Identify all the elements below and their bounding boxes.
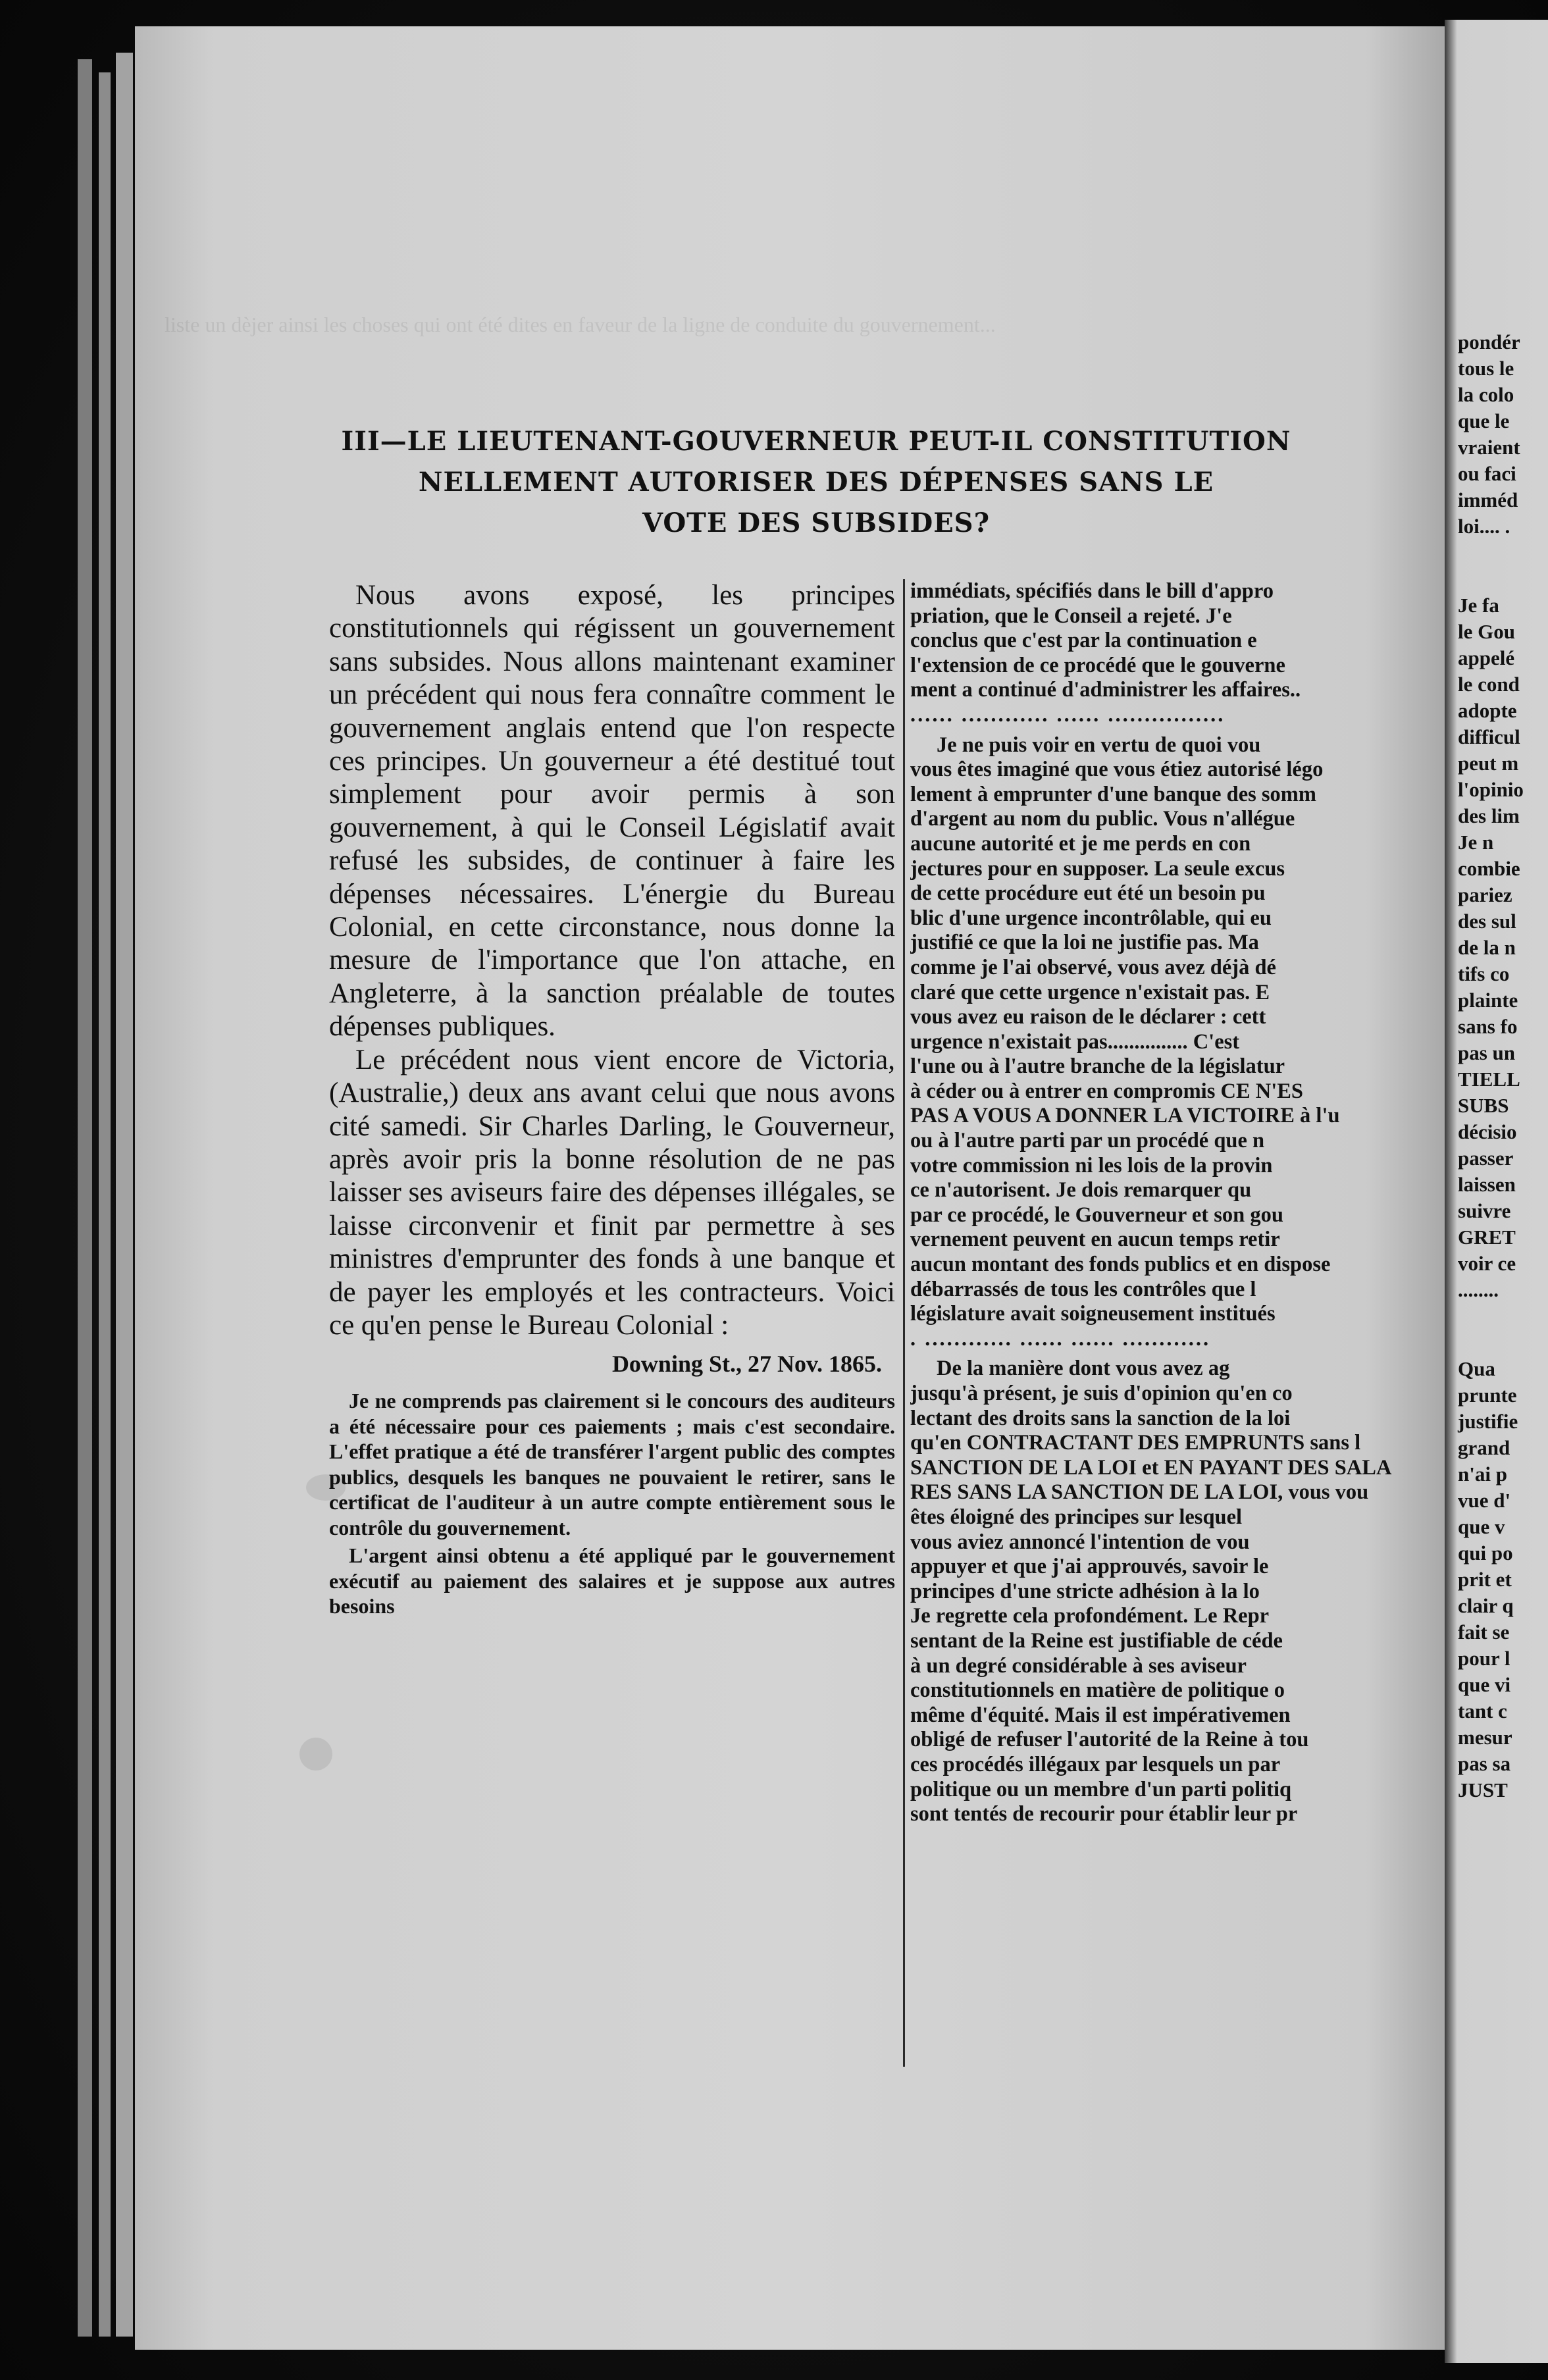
column-line: même d'équité. Mais il est impérativemen — [910, 1703, 1291, 1727]
fragment-line: passer — [1458, 1147, 1514, 1170]
column-line: comme je l'ai observé, vous avez déjà dé — [910, 955, 1276, 979]
fragment-line: vue d' — [1458, 1489, 1511, 1512]
fragment-line: la colo — [1458, 383, 1514, 406]
fragment-line: peut m — [1458, 752, 1519, 775]
column-line: ces procédés illégaux par lesquels un par — [910, 1752, 1281, 1776]
column-line: ...... ............ ...... ................ — [910, 702, 1226, 727]
column-line: à céder ou à entrer en compromis CE N'ES — [910, 1079, 1303, 1103]
column-line: appuyer et que j'ai approuvés, savoir le — [910, 1555, 1269, 1579]
fragment-line: des lim — [1458, 804, 1520, 827]
fragment-line: imméd — [1458, 488, 1518, 511]
column-line: Je ne puis voir en vertu de quoi vou — [937, 733, 1261, 757]
fragment-line: pas un — [1458, 1041, 1516, 1064]
fragment-line: SUBS — [1458, 1094, 1509, 1117]
fragment-line: mesur — [1458, 1726, 1512, 1749]
ink-smudge — [299, 1738, 332, 1771]
fragment-line — [1458, 1303, 1524, 1330]
fragment-line: pariez — [1458, 883, 1512, 906]
fragment-line: loi.... . — [1458, 515, 1510, 538]
bleed-through-text: liste un dèjer ainsi les choses qui ont été dites en faveur de la ligne de conduite du gouvernement... — [165, 313, 996, 336]
fragment-line: grand — [1458, 1436, 1510, 1459]
body-paragraph: Le précédent nous vient encore de Victoria, (Australie,) deux ans avant celui que nous avons cité samedi. Sir Charles Darling, le Gouverneur, après avoir pris la bonne résolution de ne pas laisser ses aviseurs faire des dépenses illégales, se laisse circonvenir et finit par permettre à ses ministres d'emprunter des fonds à une banque et de payer les employés et les contracteurs. Voici ce qu'en pense le Bureau Colonial : — [329, 1044, 895, 1341]
fragment-line: sans fo — [1458, 1015, 1518, 1038]
fragment-line: JUST — [1458, 1778, 1508, 1801]
column-divider — [903, 579, 905, 2067]
fragment-line — [1458, 566, 1524, 592]
column-line: aucune autorité et je me perds en con — [910, 831, 1251, 856]
fragment-line: difficul — [1458, 725, 1520, 748]
body-paragraph: Nous avons exposé, les principes constitutionnels qui régissent un gouvernement sans subsides. Nous allons maintenant examiner un précédent qui nous fera connaître comment le gouvernement anglais entend que l'on respecte ces principes. Un gouverneur a été destitué tout simplement pour avoir permis à son gouvernement, à qui le Conseil Législatif avait refusé les subsides, de continuer à faire les dépenses nécessaires. L'énergie du Bureau Colonial, en cette circonstance, nous donne la mesure de l'importance que l'on attache, en Angleterre, à la sanction préalable de toutes dépenses publiques. — [329, 580, 895, 1043]
column-line: . ............ ...... ...... ............ — [910, 1326, 1211, 1351]
fragment-line: justifie — [1458, 1410, 1518, 1433]
column-line: d'argent au nom du public. Vous n'allégue — [910, 807, 1295, 831]
column-line: urgence n'existait pas............... C'est — [910, 1029, 1240, 1054]
fragment-line: pour l — [1458, 1647, 1510, 1670]
article-heading — [188, 421, 1445, 544]
fragment-line: des sul — [1458, 910, 1516, 933]
column-line: conclus que c'est par la continuation e — [910, 629, 1257, 653]
column-line: sont tentés de recourir pour établir leur pr — [910, 1802, 1298, 1826]
fragment-line: voir ce — [1458, 1252, 1516, 1275]
fragment-line: pas sa — [1458, 1752, 1511, 1775]
column-line: PAS A VOUS A DONNER LA VICTOIRE à l'u — [910, 1104, 1340, 1128]
fragment-line: TIELL — [1458, 1068, 1520, 1091]
column-line: SANCTION DE LA LOI et EN PAYANT DES SALA — [910, 1455, 1392, 1480]
heading-line: III—LE LIEUTENANT-GOUVERNEUR PEUT-IL CONSTITUTION — [341, 426, 1291, 457]
column-line: débarrassés de tous les contrôles que l — [910, 1277, 1256, 1301]
column-line: vous avez eu raison de le déclarer : cett — [910, 1005, 1266, 1029]
column-line: claré que cette urgence n'existait pas. E — [910, 980, 1270, 1004]
page-edge — [116, 53, 133, 2337]
letter-dateline: Downing St., 27 Nov. 1865. — [611, 1351, 882, 1378]
column-line: ment a continué d'administrer les affaires.. — [910, 678, 1301, 702]
fragment-line: tifs co — [1458, 962, 1510, 985]
fragment-line: pondér — [1458, 330, 1520, 353]
page-edge — [78, 59, 92, 2337]
fragment-line: Je fa — [1458, 594, 1499, 617]
quoted-paragraph: L'argent ainsi obtenu a été appliqué par le gouvernement exécutif au paiement des salaires et je suppose aux autres besoins — [329, 1543, 895, 1618]
column-line: principes d'une stricte adhésion à la lo — [910, 1579, 1260, 1603]
quoted-paragraph: Je ne comprends pas clairement si le concours des auditeurs a été nécessaire pour ces paiements ; mais c'est secondaire. L'effet pratique a été de transférer l'argent public des comptes publics, desquels les banques ne pouvaient le retirer, sans le certificat de l'auditeur à un autre compte entièrement sous le contrôle du gouvernement. — [329, 1389, 895, 1539]
fragment-line — [1458, 1330, 1524, 1356]
fragment-line: suivre — [1458, 1199, 1511, 1222]
column-line: vous êtes imaginé que vous étiez autorisé légo — [910, 758, 1324, 782]
fragment-line: décisio — [1458, 1120, 1517, 1143]
column-line: De la manière dont vous avez ag — [937, 1357, 1230, 1381]
fragment-line: clair q — [1458, 1594, 1514, 1617]
fragment-line: n'ai p — [1458, 1462, 1507, 1486]
column-line: politique ou un membre d'un parti politiq — [910, 1777, 1292, 1801]
fragment-line: que le — [1458, 409, 1510, 432]
fragment-line: combie — [1458, 857, 1520, 880]
heading-line: VOTE DES SUBSIDES? — [642, 507, 991, 538]
column-line: jusqu'à présent, je suis d'opinion qu'en co — [910, 1382, 1293, 1405]
column-line: vernement peuvent en aucun temps retir — [910, 1228, 1280, 1252]
column-line: aucun montant des fonds publics et en dispose — [910, 1253, 1331, 1277]
column-line: lement à emprunter d'une banque des somm — [910, 782, 1316, 806]
fragment-line: l'opinio — [1458, 778, 1524, 801]
fragment-line: que vi — [1458, 1673, 1511, 1696]
fragment-line: tant c — [1458, 1699, 1507, 1722]
fragment-line: appelé — [1458, 646, 1515, 669]
fragment-line: que v — [1458, 1515, 1505, 1538]
column-line: législature avait soigneusement institués — [910, 1302, 1276, 1326]
fragment-line: Qua — [1458, 1357, 1495, 1380]
fragment-line: Je n — [1458, 831, 1494, 854]
column-line: sentant de la Reine est justifiable de céde — [910, 1628, 1283, 1653]
column-line: qu'en CONTRACTANT DES EMPRUNTS sans l — [910, 1431, 1361, 1455]
fragment-line: le Gou — [1458, 620, 1515, 643]
column-line: l'extension de ce procédé que le gouverne — [910, 653, 1285, 677]
fragment-line: qui po — [1458, 1541, 1513, 1565]
column-line: votre commission ni les lois de la provin — [910, 1153, 1273, 1177]
left-column — [329, 579, 895, 1619]
fragment-line — [1458, 540, 1524, 566]
column-line: justifié ce que la loi ne justifie pas. Ma — [910, 931, 1259, 955]
column-line: ce n'autorisent. Je dois remarquer qu — [910, 1178, 1252, 1203]
fragment-line: prunte — [1458, 1384, 1517, 1407]
fragment-line: plainte — [1458, 989, 1518, 1012]
column-line: lectant des droits sans la sanction de la loi — [910, 1406, 1291, 1430]
fragment-line: fait se — [1458, 1620, 1510, 1643]
fragment-line: GRET — [1458, 1226, 1516, 1249]
fragment-line: adopte — [1458, 699, 1517, 722]
column-line: de cette procédure eut été un besoin pu — [910, 881, 1266, 906]
fragment-line: de la n — [1458, 936, 1516, 959]
column-line: à un degré considérable à ses aviseur — [910, 1653, 1247, 1678]
fragment-line: vraient — [1458, 436, 1520, 459]
column-line: immédiats, spécifiés dans le bill d'appro — [910, 579, 1274, 603]
column-line: par ce procédé, le Gouverneur et son gou — [910, 1203, 1283, 1227]
page-edge — [99, 72, 111, 2337]
column-line: priation, que le Conseil a rejeté. J'e — [910, 604, 1232, 628]
column-line: vous aviez annoncé l'intention de vou — [910, 1530, 1250, 1554]
right-column — [910, 579, 1457, 1827]
fragment-line: prit et — [1458, 1568, 1512, 1591]
adjacent-page-fragment — [1445, 20, 1548, 2363]
column-line: constitutionnels en matière de politique o — [910, 1678, 1285, 1703]
fragment-line: ou faci — [1458, 462, 1516, 485]
fragment-line: tous le — [1458, 357, 1514, 380]
column-line: jectures pour en supposer. La seule excus — [910, 856, 1285, 881]
column-line: êtes éloigné des principes sur lesquel — [910, 1505, 1243, 1529]
heading-line: NELLEMENT AUTORISER DES DÉPENSES SANS LE — [418, 467, 1214, 498]
column-line: l'une ou à l'autre branche de la législatur — [910, 1054, 1285, 1079]
fragment-line: laissen — [1458, 1173, 1516, 1196]
column-line: Je regrette cela profondément. Le Repr — [910, 1604, 1270, 1628]
column-line: ou à l'autre parti par un procédé que n — [910, 1129, 1265, 1153]
column-line: blic d'une urgence incontrôlable, qui eu — [910, 906, 1272, 930]
fragment-line: le cond — [1458, 673, 1520, 696]
fragment-line: ........ — [1458, 1278, 1499, 1301]
column-line: obligé de refuser l'autorité de la Reine à tou — [910, 1728, 1309, 1752]
column-line: RES SANS LA SANCTION DE LA LOI, vous vou — [910, 1480, 1369, 1505]
